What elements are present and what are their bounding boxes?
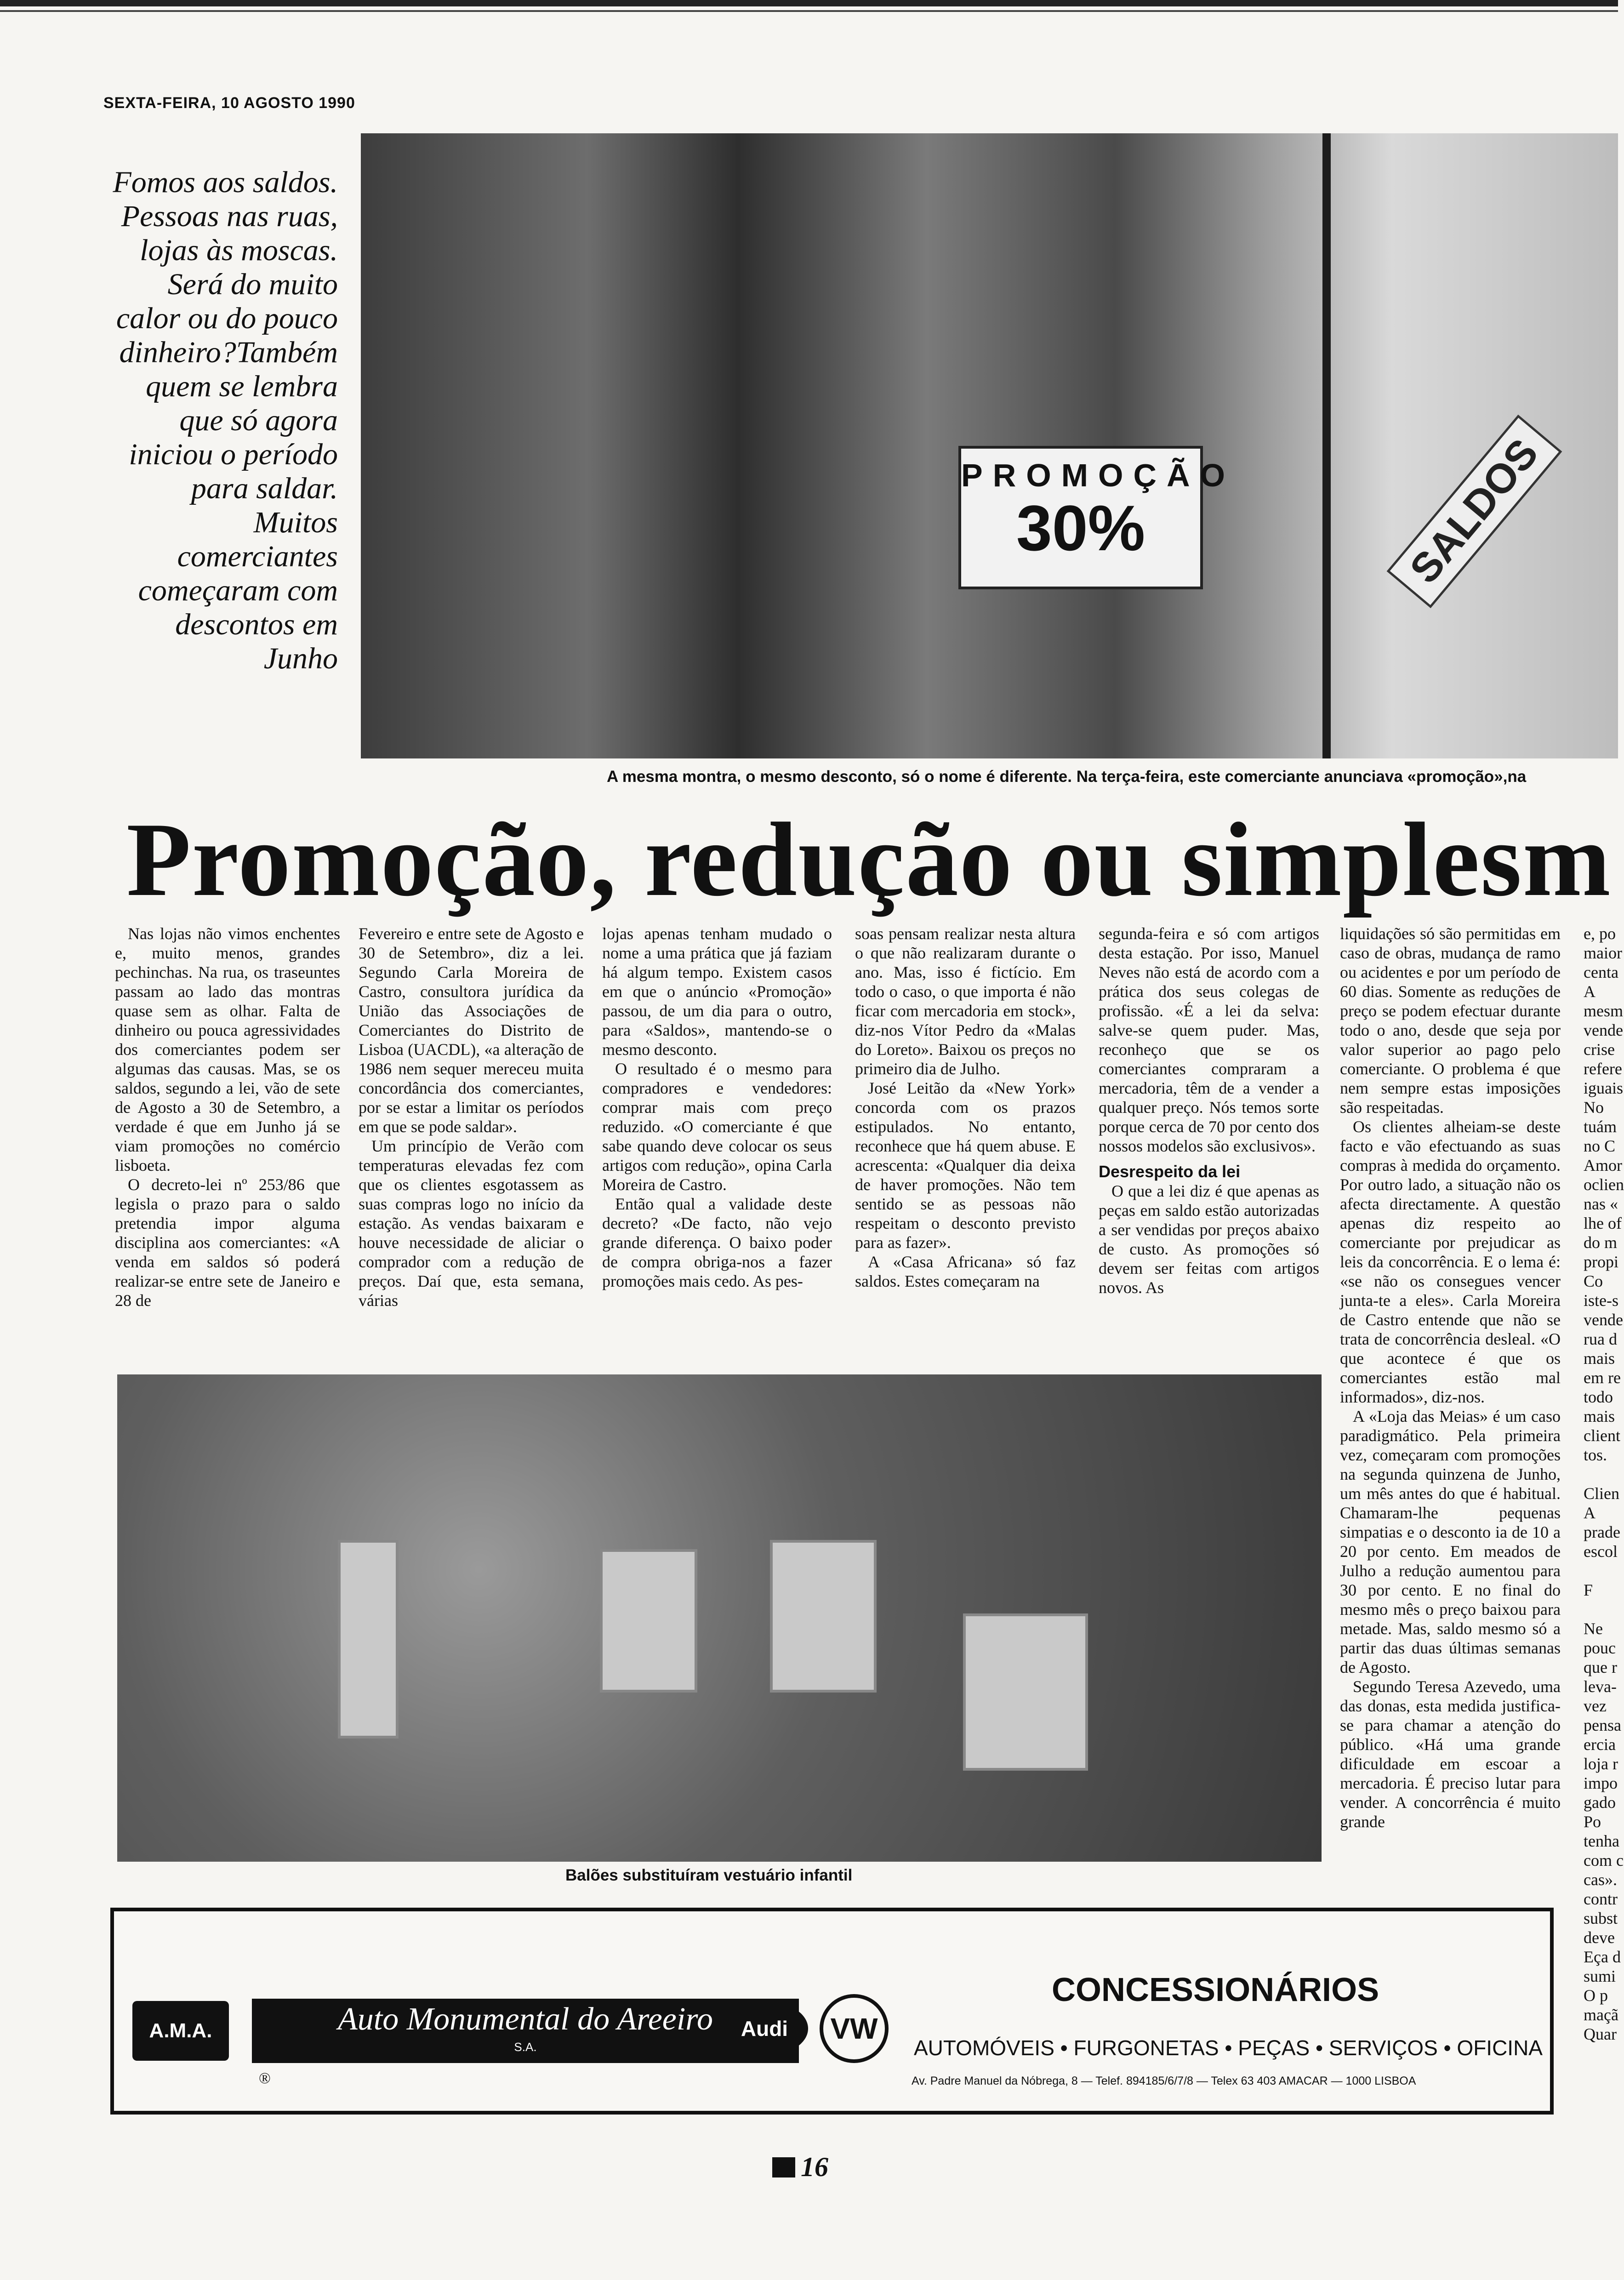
- cut-line: Eça d: [1584, 1948, 1621, 1966]
- cut-line: pensa: [1584, 1716, 1621, 1734]
- cut-line: deve: [1584, 1928, 1615, 1947]
- paragraph: Fevereiro e entre sete de Agosto e 30 de Setembro», diz a lei. Segundo Carla Moreira de Castro, consultora jurídica da União das Associações de Comerciantes do Distrito de Lisboa (UACDL), «a alteração de 1986 nem sequer mereceu muita concordância dos comerciantes, por se estar a limitar os períodos em que se pode saldar».: [359, 924, 584, 1136]
- cut-line: Amor: [1584, 1156, 1622, 1174]
- cut-line: que r: [1584, 1658, 1617, 1676]
- vw-logo: VW: [820, 1994, 889, 2063]
- cut-line: leva-: [1584, 1677, 1617, 1696]
- article-column-2: [359, 924, 584, 1310]
- paragraph: soas pensam realizar nesta altura o que não realizaram durante o ano. Mas, isso é fictício. Em todo o caso, o que importa é não ficar com mercadoria em stock», diz-nos Vítor Pedro da «Malas do Loreto». Baixou os preços no primeiro dia de Julho.: [855, 924, 1076, 1078]
- cut-line: maçã: [1584, 2006, 1618, 2024]
- cut-line: mais: [1584, 1349, 1615, 1368]
- cut-line: todo: [1584, 1388, 1613, 1406]
- cut-line: [1584, 1561, 1618, 1580]
- photo-shop-window: [361, 133, 1618, 758]
- cut-line: pouc: [1584, 1639, 1616, 1657]
- cut-line: centa: [1584, 963, 1618, 981]
- cut-line: A: [1584, 1504, 1596, 1522]
- headline: Promoção, redução ou simplesm: [126, 801, 1612, 918]
- cut-line: tuám: [1584, 1117, 1617, 1136]
- cut-line: loja r: [1584, 1755, 1618, 1773]
- cut-line: contr: [1584, 1890, 1618, 1908]
- cut-line: propi: [1584, 1253, 1618, 1271]
- article-column-3: [602, 924, 832, 1291]
- cut-line: tos.: [1584, 1446, 1607, 1464]
- dateline: SEXTA-FEIRA, 10 AGOSTO 1990: [103, 94, 355, 112]
- cut-line: Co: [1584, 1272, 1603, 1290]
- ad-services: AUTOMÓVEIS • FURGONETAS • PEÇAS • SERVIÇOS • OFICINA: [914, 2036, 1543, 2060]
- ad-heading: CONCESSIONÁRIOS: [1052, 1972, 1379, 2008]
- cut-line: oclien: [1584, 1175, 1624, 1194]
- cut-line: nas «: [1584, 1195, 1618, 1213]
- paragraph: liquidações só são permitidas em caso de obras, mudança de ramo ou acidentes e por um período de 60 dias. Somente as reduções de preço se podem efectuar durante todo o ano, desde que seja por valor superior ao pago pelo comerciante. O problema é que nem sempre estas imposições são respeitadas.: [1340, 924, 1561, 1117]
- cut-line: iste-s: [1584, 1291, 1618, 1310]
- cut-line: Ne: [1584, 1619, 1603, 1638]
- cut-line: sumi: [1584, 1967, 1616, 1985]
- intro-blurb: Fomos aos saldos. Pessoas nas ruas, lojas às moscas. Será do muito calor ou do pouco dinheiro?Também quem se lembra que só agora iniciou o período para saldar. Muitos comerciantes começaram com descontos em Junho: [113, 165, 338, 675]
- cut-line: escol: [1584, 1542, 1618, 1561]
- cut-line: do m: [1584, 1233, 1618, 1252]
- article-column-1: [115, 924, 340, 1310]
- cutout-letter: [338, 1540, 399, 1738]
- ad-address: Av. Padre Manuel da Nóbrega, 8 — Telef. 894185/6/7/8 — Telex 63 403 AMACAR — 1000 LISBOA: [912, 2075, 1416, 2087]
- page-number: 16: [801, 2152, 828, 2182]
- article-column-7-cut: [1584, 924, 1624, 2044]
- paragraph: O resultado é o mesmo para compradores e vendedores: comprar mais com preço reduzido. «O comerciante é que sabe quando deve colocar os seus artigos com redução», opina Carla Moreira de Castro.: [602, 1060, 832, 1194]
- photo-balloons-window: [117, 1374, 1322, 1862]
- promo-sign-discount: 30%: [1016, 492, 1145, 564]
- cut-line: subst: [1584, 1909, 1618, 1927]
- cut-line: mais: [1584, 1407, 1615, 1425]
- cut-line: cas».: [1584, 1870, 1617, 1889]
- dealer-name-banner: [252, 1999, 799, 2063]
- subheading: Desrespeito da lei: [1099, 1162, 1241, 1181]
- cut-line: impo: [1584, 1774, 1618, 1792]
- article-column-5: [1099, 924, 1319, 1297]
- cut-line: rua d: [1584, 1330, 1617, 1348]
- article-column-6: [1340, 924, 1561, 1831]
- cut-line: e, po: [1584, 924, 1616, 943]
- top-rule: [0, 0, 1618, 6]
- cut-line: tenha: [1584, 1832, 1619, 1850]
- cut-line: com c: [1584, 1851, 1624, 1870]
- promo-sign: [958, 446, 1235, 589]
- registered-mark: ®: [259, 2070, 271, 2087]
- paragraph: A «Loja das Meias» é um caso paradigmático. Pela primeira vez, começaram com promoções na segunda quinzena de Junho, um mês antes do que é habitual. Chamaram-lhe pequenas simpatias e o desconto ia de 10 a 20 por cento. Em meados de Julho a redução aumentou para 30 por cento. E no final do mesmo mês o preço baixou para metade. Mas, saldo mesmo só a partir das duas últimas semanas de Agosto.: [1340, 1407, 1561, 1676]
- cut-line: refere: [1584, 1060, 1622, 1078]
- cutout-letter: [600, 1549, 697, 1693]
- paragraph: Nas lojas não vimos enchentes e, muito menos, grandes pechinchas. Na rua, os traseuntes passam ao lado das montras quase sem as olhar. Falta de dinheiro ou pouca agressividades dos comerciantes podem ser algumas das causas. Mas, se os saldos, segundo a lei, vão de sete de Agosto a 30 de Setembro, a verdade é que em Junho já se viam promoções no comércio lisboeta.: [115, 924, 340, 1174]
- cut-line: mesm: [1584, 1002, 1623, 1020]
- cut-line: Quar: [1584, 2025, 1617, 2043]
- paragraph: O que a lei diz é que apenas as peças em saldo estão autorizadas a ser vendidas por preços abaixo de custo. As promoções só devem ser feitas com artigos novos. As: [1099, 1182, 1319, 1297]
- promo-sign-word: PROMOÇÃO: [961, 457, 1235, 493]
- cut-line: Clien: [1584, 1484, 1619, 1503]
- cut-line: client: [1584, 1426, 1620, 1445]
- cut-line: no C: [1584, 1137, 1616, 1155]
- cut-line: ercia: [1584, 1735, 1616, 1754]
- paragraph: Os clientes alheiam-se deste facto e vão efectuando as suas compras à medida do orçamento. Por outro lado, a situação não os afecta directamente. A questão apenas diz respeito ao comerciante por prejudicar as leis da concorrência. E o lema é: «se não os consegues vencer junta-te a eles». Carla Moreira de Castro entende que não se trata de concorrência desleal. «O que acontece é que os comerciantes estão mal informados», diz-nos.: [1340, 1117, 1561, 1406]
- cut-line: vez: [1584, 1697, 1607, 1715]
- cut-line: prade: [1584, 1523, 1620, 1541]
- cut-line: lhe of: [1584, 1214, 1622, 1232]
- cut-line: vende: [1584, 1021, 1623, 1039]
- cut-line: [1584, 1600, 1618, 1619]
- cut-line: vende: [1584, 1311, 1623, 1329]
- newspaper-logo-icon: [772, 2157, 795, 2177]
- dealer-name: Auto Monumental do Areeiro: [338, 2001, 713, 2037]
- article-column-4: [855, 924, 1076, 1291]
- cut-line: No: [1584, 1098, 1604, 1117]
- cutout-letter: [963, 1613, 1088, 1771]
- paragraph: lojas apenas tenham mudado o nome a uma prática que já faziam há algum tempo. Existem casos em que o anúncio «Promoção» passou, de um dia para o outro, para «Saldos», mantendo-se o mesmo desconto.: [602, 924, 832, 1059]
- cut-line: crise: [1584, 1040, 1615, 1059]
- dealer-sa: S.A.: [514, 2040, 537, 2054]
- cut-line: iguais: [1584, 1079, 1623, 1097]
- cut-line: maior: [1584, 944, 1622, 962]
- paragraph: O decreto-lei nº 253/86 que legisla o prazo para o saldo pretendia impor alguma disciplina aos comerciantes: «A venda em saldos só poderá realizar-se entre sete de Janeiro e 28 de: [115, 1175, 340, 1310]
- cut-line: gado: [1584, 1793, 1616, 1812]
- paragraph: segunda-feira e só com artigos desta estação. Por isso, Manuel Neves não está de acordo com a prática dos seus colegas de profissão. «É a lei da selva: salve-se quem puder. Mas, reconheço que se os comerciantes compraram a mercadoria, têm de a vender a qualquer preço. Nós temos sorte porque cerca de 70 por cento dos nossos modelos são exclusivos».: [1099, 924, 1319, 1155]
- cut-line: O p: [1584, 1986, 1608, 2005]
- paragraph: Um princípio de Verão com temperaturas elevadas fez com que os clientes esgotassem as suas compras logo no início da estação. As vendas baixaram e houve necessidade de aliciar o comprador com a redução de preços. Daí que, esta semana, várias: [359, 1137, 584, 1310]
- audi-logo: Audi: [721, 2001, 808, 2056]
- top-rule-thin: [0, 10, 1618, 12]
- paragraph: Então qual a validade deste decreto? «De facto, não vejo grande diferença. O baixo poder de compra obriga-nos a fazer promoções mais cedo. As pes-: [602, 1195, 832, 1290]
- cut-line: [1584, 1465, 1618, 1484]
- paragraph: A «Casa Africana» só faz saldos. Estes começaram na: [855, 1253, 1076, 1290]
- ama-logo: A.M.A.: [132, 2001, 229, 2061]
- saldos-tag: SALDOS: [1387, 415, 1562, 608]
- paragraph: José Leitão da «New York» concorda com os prazos estipulados. No entanto, reconhece que há quem abuse. E acrescenta: «Qualquer dia deixa de haver promoções. Não tem sentido se as pessoas não respeitam o desconto previsto para as fazer».: [855, 1079, 1076, 1252]
- folio: [772, 2151, 828, 2183]
- cut-line: F: [1584, 1581, 1593, 1599]
- cut-line: Po: [1584, 1813, 1601, 1831]
- photo-caption-top: A mesma montra, o mesmo desconto, só o nome é diferente. Na terça-feira, este comerciante anunciava «promoção»,na: [607, 768, 1527, 786]
- cutout-letter: [770, 1540, 877, 1693]
- dealer-advertisement: [110, 1908, 1554, 2115]
- cut-line: em re: [1584, 1368, 1621, 1387]
- cut-line: A: [1584, 982, 1596, 1001]
- photo-caption-bottom: Balões substituíram vestuário infantil: [565, 1866, 853, 1884]
- paragraph: Segundo Teresa Azevedo, uma das donas, esta medida justifica-se para chamar a atenção do público. «Há uma grande dificuldade em escoar a mercadoria. É preciso lutar para vender. A concorrência é muito grande: [1340, 1677, 1561, 1831]
